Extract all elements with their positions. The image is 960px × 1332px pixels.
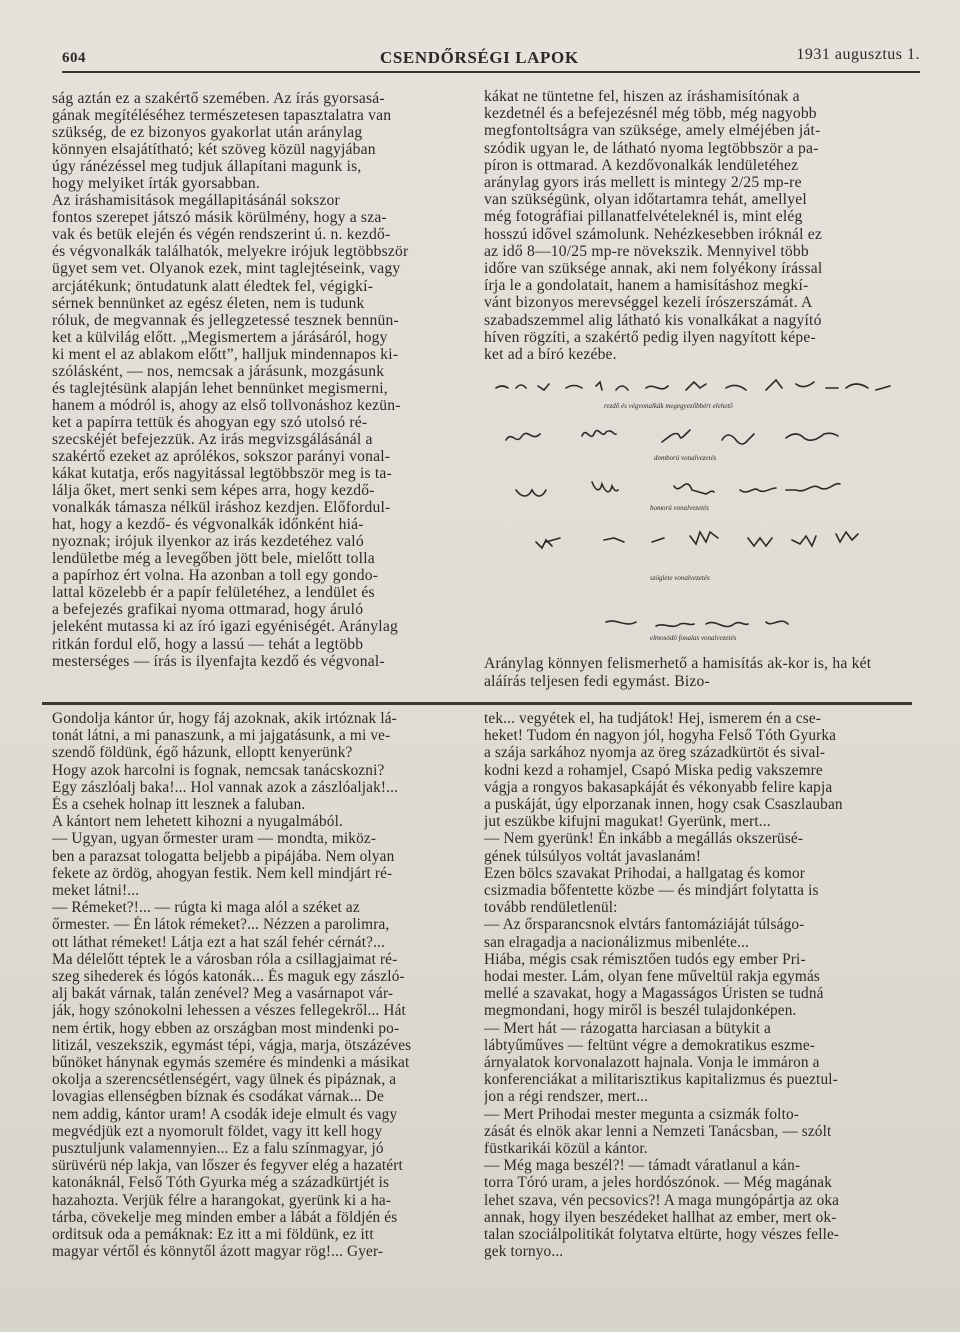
text-line: ket a külvilág előtt. „Megismertem a járásáról, hogy	[52, 328, 388, 346]
figure-label-row2: domború vonalvezetés	[654, 454, 717, 462]
figure-label-row5: elmosódó fonalas vonalvezetés	[650, 634, 737, 642]
text-line: magyar vértől és könnytől ázott magyar rög!... Gyer-	[52, 1243, 384, 1261]
text-line: torra Tóró uram, a jeles hordószónok. — Még magának	[484, 1174, 833, 1192]
text-line: és taglejtésünk alapján lehet bennünket megismerni,	[52, 379, 388, 397]
text-line: szabadszemmel alig látható kis vonalkákat a nagyító	[484, 311, 822, 329]
text-line: tárba, cövekelje meg minden ember a lábát a földjén és	[52, 1208, 398, 1226]
caption-line: Aránylag könnyen felismerhető a hamisítás ak-	[484, 655, 788, 672]
text-line: nyoznak; irójuk ilyenkor az irás kezdetéhez való	[52, 533, 364, 551]
text-line: arcjátékunk; öntudatunk alatt éledtek fel, végigkí-	[52, 277, 374, 295]
text-line: hat, hogy a kezdő- és végvonalkák időnként hiá-	[52, 516, 364, 534]
text-line: — Az őrsparancsnok elvtárs fantomáziáját túlságo-	[484, 916, 805, 934]
text-line: ben a parazsat tologatta beljebb a pipájába. Nem olyan	[52, 847, 395, 865]
figure-label-row3: homorú vonalvezetés	[650, 504, 709, 512]
text-line: kákat kutatja, erős nagyitással legtöbbször meg is ta-	[52, 465, 392, 483]
text-line: litizál, veszekszik, egymást tépi, vágja, marja, ötszázéves	[52, 1036, 412, 1054]
article-column-top-right	[484, 88, 912, 363]
text-line: Egy zászlóalj baka!... Hol vannak azok a zászlóaljak!...	[52, 778, 399, 796]
text-line: ügyet sem vet. Olyanok ezek, mint taglejtéseink, vagy	[52, 260, 401, 278]
text-line: annak, hogy ilyen beszédeket hallhat az ember, mert ok-	[484, 1208, 837, 1226]
text-line: vonalkák támasza nélkül iráshoz kezdjen. Előfordul-	[52, 499, 391, 517]
handwriting-stroke-illustration	[486, 378, 910, 650]
text-line: nem értik, hogy ebben az országban most mindenki po-	[52, 1019, 400, 1037]
section-divider-rule	[42, 702, 912, 705]
text-line: mellé a szavakat, hogy a Magasságos Úristen se tudná	[484, 985, 824, 1003]
publication-title: CSENDŐRSÉGI LAPOK	[380, 48, 579, 67]
text-line: — Mert hát — rázogatta harciasan a bütykit a	[484, 1019, 771, 1037]
text-line: hogy melyiket írták gyorsabban.	[52, 175, 261, 193]
text-line: árnyalatok korvonalazott hajnala. Vonja le immáron a	[484, 1054, 820, 1072]
text-line: Ma délelőtt téptek le a városban róla a csillagjaimat ré-	[52, 950, 398, 968]
text-line: — Rémeket?!... — rúgta ki maga alól a széket az	[52, 899, 360, 917]
text-line: szódik ugyan le, de látható nyoma legtöbbször a pa-	[484, 139, 819, 157]
text-line: sérnek bennünket az egész életen, nem is tudunk	[52, 294, 365, 312]
text-line: hodai mester. Lám, olyan fene műveltül rakja egymás	[484, 968, 821, 986]
text-line: katonáknál, Felső Tóth Gyurka még a századkürtjét is	[52, 1174, 390, 1192]
header-rule	[62, 71, 920, 73]
text-line: írja le a gondolatait, hanem a hamisításhoz megkí-	[484, 277, 809, 295]
story-column-bottom-right	[484, 710, 912, 1261]
text-line: Gondolja kántor úr, hogy fáj azoknak, akik irtóznak lá-	[52, 710, 397, 727]
text-line: őrmester. — Én látok rémeket?... Nézzen a parolimra,	[52, 916, 390, 934]
text-line: Hogy azok harcolni is fognak, nemcsak tanácskozni?	[52, 761, 385, 779]
text-line: jut eszükbe kifujni magukat! Gyerünk, mert...	[484, 813, 771, 831]
text-line: meket látni!...	[52, 882, 140, 900]
story-column-bottom-left	[52, 710, 466, 1261]
text-line: Az iráshamisitások megállapitásánál sokszor	[52, 192, 340, 210]
text-line: talan szociálpolitikát folytatva eltürte, hogy vészes felle-	[484, 1226, 840, 1244]
text-line: gának megítéléséhez természetesen tapasztalatra van	[52, 107, 392, 125]
text-line: híven rögzíti, a szakértő pedig ilyen nagyított képe-	[484, 328, 816, 346]
text-line: — Ugyan, ugyan őrmester uram — mondta, miköz-	[52, 830, 377, 848]
text-line: konferenciákat a militarisztikus kapitalizmus és pueztul-	[484, 1071, 838, 1089]
text-line: csizmadia bőfentette közbe — és mindjárt folytatta is	[484, 882, 819, 900]
text-line: sürüvérü nép lakja, van lőszer és fegyver elég a hazatért	[52, 1157, 403, 1175]
text-line: nem addig, kántor uram! A csodák ideje elmult és vagy	[52, 1105, 398, 1123]
text-line: alj bakát várnak, talán zenével? Meg a vasárnapot vár-	[52, 985, 394, 1003]
figure-label-row1: rezdő és végvonalkák megegyezőbbért elehető	[604, 402, 733, 410]
text-line: a befejezés grafikai nyoma ottmarad, hogy áruló	[52, 601, 364, 619]
text-line: ket ad a bíró kezébe.	[484, 346, 617, 364]
text-line: orditsuk oda a pemáknak: Ez itt a mi földünk, ez itt	[52, 1226, 374, 1244]
text-line: gének túlsúlyos voltát javaslanám!	[484, 847, 702, 865]
text-line: megmondani, hogy miről is beszél tulajdonképen.	[484, 1002, 797, 1020]
text-line: a papírhoz ért volna. Ha azonban a toll egy gondo-	[52, 567, 379, 585]
text-line: szükség, de ez bizonyos gyakorlat után aránylag	[52, 124, 363, 142]
text-line: még fotográfiai pillanatfelvételeknél is, mint elég	[484, 208, 803, 226]
text-line: és végvonalkák találhatók, melyekre irójuk legtöbbször	[52, 243, 409, 261]
text-line: lovagias ellenségben bíznak és csodákat várnak... De	[52, 1088, 384, 1106]
text-line: ket a papírra tettük és ahogyan egy szó utolsó ré-	[52, 413, 368, 431]
text-line: jeleként mutassa ki az író igazi egyéniségét. Aránylag	[52, 618, 398, 636]
text-line: mesterséges — írás is ilyenfajta kezdő és végvonal-	[52, 652, 385, 670]
text-line: hosszú idővel számolunk. Nehézkesebben iróknál ez	[484, 225, 823, 243]
text-line: píron is ottmarad. A kezdővonalkák lendületéhez	[484, 156, 799, 174]
text-line: zását és elnök akar lenni a Nemzeti Tanácsban, — szólt	[484, 1122, 832, 1140]
text-line: Hiába, mégis csak rémisztően tudós egy ember Pri-	[484, 950, 806, 968]
text-line: füstkarikái közül a kántor.	[484, 1140, 648, 1158]
text-line: — Nem gyerünk! Én inkább a megállás okszerüsé-	[484, 830, 804, 848]
text-line: tonát látni, a mi panaszunk, a mi jajgatásunk, a mi ve-	[52, 727, 391, 745]
text-line: Ezen bölcs szavakat Prihodai, a hallgatag és komor	[484, 864, 805, 882]
issue-date: 1931 augusztus 1.	[796, 46, 920, 63]
text-line: fontos szerepet játszó másik körülmény, hogy a sza-	[52, 209, 387, 227]
text-line: san elragadja a nacionálizmus mibenléte...	[484, 933, 749, 951]
text-line: ott láthat rémeket! Látja ezt a hat szál fehér cérnát?...	[52, 933, 385, 951]
text-line: tovább rendületlenül:	[484, 899, 618, 917]
text-line: szólásként, — nos, nemcsak a járásunk, mozgásunk	[52, 362, 385, 380]
text-line: bűnöket hánynak egymás szemére és mindenki a másikat	[52, 1054, 410, 1072]
text-line: hanem a módról is, ahogy az első tollvonáshoz kezün-	[52, 396, 401, 414]
text-line: pusztuljunk valamennyien... Ez a falu színmagyar, jó	[52, 1140, 384, 1158]
text-line: megvédjük ezt a nyomorult földet, vagy itt kell hogy	[52, 1122, 383, 1140]
text-line: ság aztán ez a szakértő szemében. Az írás gyorsasá-	[52, 90, 385, 107]
page-header	[40, 44, 920, 70]
text-line: heket! Tudom én nagyon jól, hogyha Felső Tóth Gyurka	[484, 727, 837, 745]
stroke-samples-drawing	[486, 378, 910, 650]
text-line: — Még maga beszél?! — támadt váratlanul a kán-	[484, 1157, 801, 1175]
article-column-top-left	[52, 90, 466, 670]
text-line: szendő földünk, égő házunk, elloptt kenyerünk?	[52, 744, 353, 762]
text-line: szeg sihederek és lógós katonák... És maguk egy zászló-	[52, 968, 405, 986]
text-line: lattal közelebb ér a papír felületéhez, a lendület és	[52, 584, 375, 602]
text-line: könnyen elsajátítható; két szöveg közül nagyjában	[52, 141, 376, 159]
text-line: van szükségünk, olyan időtartamra tehát, amellyel	[484, 191, 807, 209]
text-line: kákat ne tüntetne fel, hiszen az íráshamisítónak a	[484, 88, 800, 105]
text-line: tek... vegyétek el, ha tudjátok! Hej, ismerem én a cse-	[484, 710, 822, 727]
text-line: — Mert Prihodai mester megunta a csizmák folto-	[484, 1105, 800, 1123]
text-line: ják, hogy szónokolni lehessen a vészes fellegekről... Hát	[52, 1002, 406, 1020]
figure-caption	[484, 655, 912, 691]
page-number: 604	[62, 50, 86, 66]
figure-label-row4: szöglete vonalvezetés	[650, 574, 710, 582]
text-line: szakértő ezeket az aprólékos, sokszor parányi vonal-	[52, 447, 391, 465]
text-line: ki ment el az ablakom előtt”, halljuk mindennapos ki-	[52, 345, 399, 363]
caption-line: kor is, ha két aláírás teljesen fedi egymást. Bizo-	[484, 655, 872, 690]
text-line: gek tornyo...	[484, 1243, 564, 1261]
text-line: kezdetnél és a befejezésnél még több, még nagyobb	[484, 105, 817, 123]
text-line: A kántort nem lehetett kihozni a nyugalmából.	[52, 813, 343, 831]
text-line: okolja a szerencsétlenségért, vagy ülnek és pipáznak, a	[52, 1071, 397, 1089]
text-line: a szája sarkához nyomja az öreg századkürtöt és sival-	[484, 744, 826, 762]
text-line: És a csehek holnap itt lesznek a faluban.	[52, 796, 306, 814]
text-line: kodni kezd a rohamjel, Csapó Miska pedig vakszemre	[484, 761, 823, 779]
text-line: hazahozta. Verjük félre a harangokat, gyerünk ki a ha-	[52, 1191, 392, 1209]
text-line: úgy ránézéssel meg tudjuk állapítani magunk is,	[52, 158, 362, 176]
text-line: megfontoltságra van szüksége, amely elméjében ját-	[484, 122, 821, 140]
text-line: időre van szüksége annak, aki nem folyékony írással	[484, 260, 823, 278]
text-line: az idő 8—10/25 mp-re növekszik. Mennyivel több	[484, 242, 809, 260]
text-line: vak és betük elején és végén rendszerint ú. n. kezdő-	[52, 226, 391, 244]
text-line: a puskáját, úgy elporzanak innen, hogy csak Csaszlauban	[484, 796, 843, 814]
text-line: lábtyűműves — feltünt végre a demokratikus eszme-	[484, 1036, 816, 1054]
text-line: lálja őket, mert senki sem képes arra, hogy kezdő-	[52, 482, 375, 500]
text-line: aránylag gyors irás mellett is mintegy 2/25 mp-re	[484, 174, 802, 192]
text-line: szecskéjét befejezzük. Az irás megvizsgálásánál a	[52, 430, 373, 448]
text-line: ritkán fordul elő, hogy a lassú — tehát a legtöbb	[52, 635, 364, 653]
text-line: jon a régi rendszer, mert...	[484, 1088, 649, 1106]
text-line: vágja a rongyos bakasapkáját és vékonyabb felire kapja	[484, 778, 833, 796]
text-line: fekete az ördög, ahogyan festik. Nem kell mindjárt ré-	[52, 864, 393, 882]
text-line: róluk, de megvannak és jellegzetessé tesznek bennün-	[52, 311, 399, 329]
text-line: vánt bizonyos merevséggel kezeli írószerszámát. A	[484, 294, 813, 312]
text-line: lehet szava, vén pecsovics?! A maga mungópártja az oka	[484, 1191, 840, 1209]
text-line: lendületbe még a levegőben jött bele, mielőtt tolla	[52, 550, 375, 568]
